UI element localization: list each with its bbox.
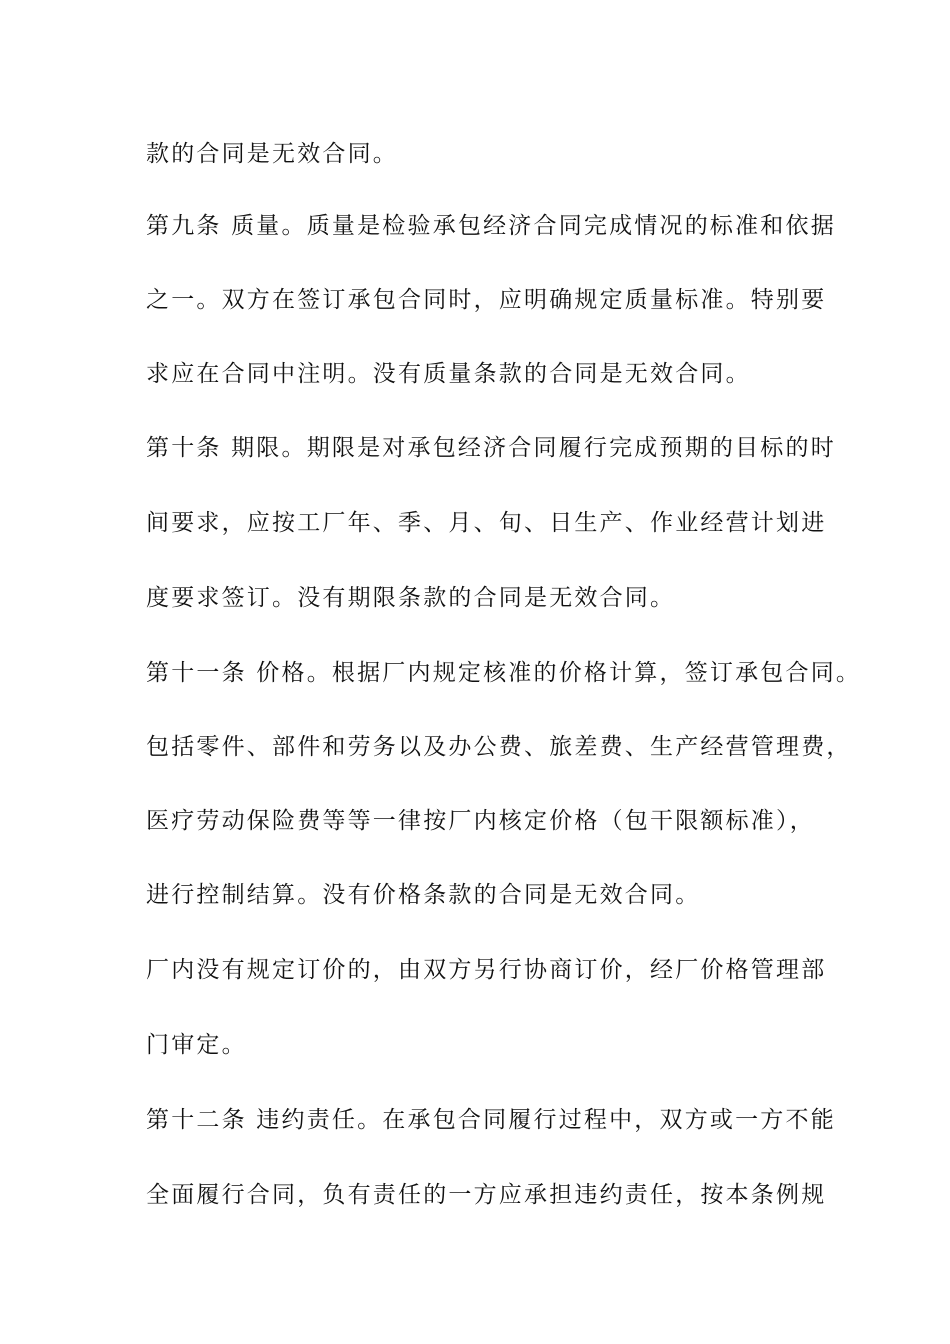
text-line: 度要求签订。没有期限条款的合同是无效合同。 [146, 585, 676, 611]
text-line: 第九条 质量。质量是检验承包经济合同完成情况的标准和依据 [146, 213, 836, 239]
text-line: 门审定。 [146, 1032, 247, 1058]
text-line: 医疗劳动保险费等等一律按厂内核定价格（包干限额标准）， [146, 808, 815, 834]
text-line: 全面履行合同，负有责任的一方应承担违约责任，按本条例规 [146, 1182, 827, 1208]
text-line: 包括零件、部件和劳务以及办公费、旅差费、生产经营管理费， [146, 734, 852, 760]
text-line: 进行控制结算。没有价格条款的合同是无效合同。 [146, 882, 701, 908]
text-line: 厂内没有规定订价的，由双方另行协商订价，经厂价格管理部 [146, 957, 827, 983]
text-line: 第十一条 价格。根据厂内规定核准的价格计算，签订承包合同。 [146, 660, 862, 686]
text-line: 求应在合同中注明。没有质量条款的合同是无效合同。 [146, 361, 751, 387]
text-line: 第十条 期限。期限是对承包经济合同履行完成预期的目标的时 [146, 435, 836, 461]
text-line: 间要求，应按工厂年、季、月、旬、日生产、作业经营计划进 [146, 510, 827, 536]
text-line: 款的合同是无效合同。 [146, 141, 398, 167]
text-line: 之一。双方在签订承包合同时，应明确规定质量标准。特别要 [146, 287, 827, 313]
text-line: 第十二条 违约责任。在承包合同履行过程中，双方或一方不能 [146, 1107, 836, 1133]
